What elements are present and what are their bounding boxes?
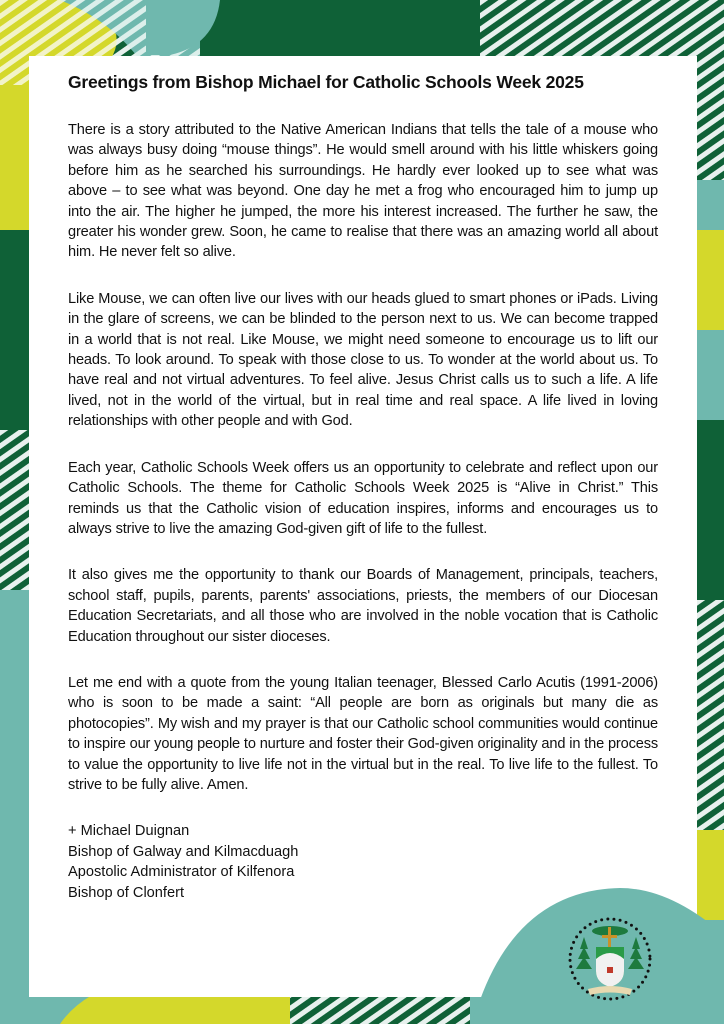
signature-title-1: Bishop of Galway and Kilmacduagh xyxy=(68,843,299,860)
signature-block xyxy=(68,821,658,903)
paragraph-1: There is a story attributed to the Native American Indians that tells the tale of a mouse who was always busy doing “mouse things”. He would smell around with his little whiskers going before him as he searched his surroundings. He hardly ever looked up to see what was above – to see what was beyond. One day he met a frog who encouraged him to jump up into the air. The higher he jumped, the more his interest increased. The further he saw, the greater his wonder grew. Soon, he came to realise that there was an amazing world all about him. He never felt so alive. xyxy=(68,122,658,261)
signature-title-3: Bishop of Clonfert xyxy=(68,884,185,901)
letter-title: Greetings from Bishop Michael for Catholic Schools Week 2025 xyxy=(68,72,584,92)
paragraph-3: Each year, Catholic Schools Week offers us an opportunity to celebrate and reflect upon our Catholic Schools. The theme for Catholic Schools Week 2025 is “Alive in Christ.” This reminds us that the Catholic vision of education inspires, informs and encourages us to always strive to live the amazing God-given gift of life to the fullest. xyxy=(68,459,658,537)
letter-card xyxy=(29,56,697,997)
paragraph-4: It also gives me the opportunity to thank our Boards of Management, principals, teachers, school staff, pupils, parents, parents' associations, priests, the members of our Diocesan Education Secretariats, and all those who are involved in the noble vocation that is Catholic Education throughout our sister dioceses. xyxy=(68,567,658,645)
paragraph-5: Let me end with a quote from the young Italian teenager, Blessed Carlo Acutis (1991-2006) who is soon to be made a saint: “All people are born as originals but many die as photocopies”. My wish and my prayer is that our Catholic school communities would continue to inspire our young people to nurture and foster their God-given originality and in the process to value the opportunity to live life not in the virtual but in the real. To live life to the fullest. To strive to be fully alive. Amen. xyxy=(68,674,658,793)
coat-of-arms-icon xyxy=(566,907,654,1015)
signature-title-2: Apostolic Administrator of Kilfenora xyxy=(68,864,295,881)
paragraph-2: Like Mouse, we can often live our lives with our heads glued to smart phones or iPads. Living in the glare of screens, we can be blinded to the person next to us. We can become trapped in a world that is not real. Like Mouse, we might need someone to encourage us to lift our heads. To look around. To speak with those close to us. To wonder at the world about us. To have real and not virtual adventures. To feel alive. Jesus Christ calls us to such a life. A life lived, not in the world of the virtual, but in real time and real space. A life lived in loving relationships with other people and with God. xyxy=(68,290,658,430)
signature-name: + Michael Duignan xyxy=(68,823,190,840)
